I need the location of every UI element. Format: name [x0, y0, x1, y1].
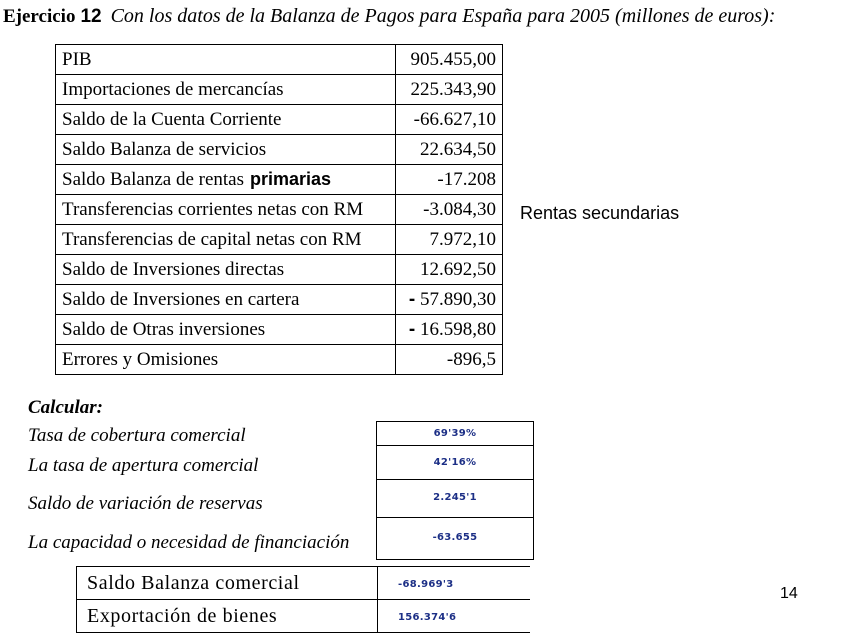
side-annotation: Rentas secundarias — [520, 203, 680, 223]
exercise-number: 12 — [80, 6, 102, 27]
table-row — [56, 225, 503, 255]
table-row — [56, 315, 503, 345]
table-row — [77, 600, 531, 633]
table-row — [56, 75, 503, 105]
answer-value: 2.245'1 — [433, 492, 477, 503]
answer-value: 69'39% — [433, 428, 477, 439]
row-label: Errores y Omisiones — [56, 345, 396, 375]
row-value: 22.634,50 — [396, 135, 503, 165]
answer-divider — [377, 445, 533, 446]
row-answer-cell — [378, 600, 531, 633]
answer-divider — [377, 479, 533, 480]
calc-item-label: Saldo de variación de reservas — [28, 493, 263, 514]
answer-value: 42'16% — [433, 457, 477, 468]
row-value-cell — [396, 285, 503, 315]
row-value: 57.890,30 — [420, 289, 496, 310]
row-value-cell — [396, 315, 503, 345]
row-value: -3.084,30 — [396, 195, 503, 225]
calc-item-label: La capacidad o necesidad de financiación — [28, 532, 350, 553]
row-value: -17.208 — [396, 165, 503, 195]
row-label: Transferencias corrientes netas con RM — [56, 195, 396, 225]
exercise-label: Ejercicio — [3, 6, 76, 27]
row-label: Saldo de Inversiones en cartera — [56, 285, 396, 315]
row-answer-cell — [378, 567, 531, 600]
row-label: Saldo de Otras inversiones — [56, 315, 396, 345]
row-value: -896,5 — [396, 345, 503, 375]
table-row — [56, 345, 503, 375]
row-value: 16.598,80 — [420, 319, 496, 340]
table-row — [56, 165, 503, 195]
row-annotation: primarias — [250, 169, 332, 189]
table-row — [56, 45, 503, 75]
minus-sign: - — [408, 319, 416, 340]
row-value: 7.972,10 — [396, 225, 503, 255]
answers-box — [376, 421, 534, 560]
table-row — [56, 195, 503, 225]
page-number: 14 — [780, 585, 798, 602]
table-row — [77, 567, 531, 600]
row-label: Saldo Balanza comercial — [77, 567, 378, 600]
row-label: Saldo de Inversiones directas — [56, 255, 396, 285]
answer-value: -63.655 — [432, 532, 478, 543]
row-value: 905.455,00 — [396, 45, 503, 75]
calc-item-label: Tasa de cobertura comercial — [28, 425, 246, 446]
row-label: PIB — [56, 45, 396, 75]
row-value: -66.627,10 — [396, 105, 503, 135]
answer-divider — [377, 517, 533, 518]
row-label: Saldo Balanza de rentas — [62, 169, 245, 190]
row-label-cell — [56, 165, 396, 195]
table-row — [56, 105, 503, 135]
balance-of-payments-table — [55, 44, 503, 375]
exercise-title — [3, 5, 775, 28]
table-row — [56, 135, 503, 165]
table-row — [56, 255, 503, 285]
row-label: Saldo de la Cuenta Corriente — [56, 105, 396, 135]
row-label: Transferencias de capital netas con RM — [56, 225, 396, 255]
minus-sign: - — [408, 289, 416, 310]
exercise-description: Con los datos de la Balanza de Pagos para España para 2005 (millones de euros): — [110, 5, 776, 27]
row-label: Importaciones de mercancías — [56, 75, 396, 105]
row-value: 12.692,50 — [396, 255, 503, 285]
row-label: Saldo Balanza de servicios — [56, 135, 396, 165]
bottom-table — [76, 566, 530, 633]
calcular-heading: Calcular: — [28, 397, 103, 418]
row-value: 225.343,90 — [396, 75, 503, 105]
calc-item-label: La tasa de apertura comercial — [28, 455, 259, 476]
answer-value: -68.969'3 — [398, 579, 454, 590]
table-row — [56, 285, 503, 315]
row-label: Exportación de bienes — [77, 600, 378, 633]
answer-value: 156.374'6 — [398, 612, 457, 623]
